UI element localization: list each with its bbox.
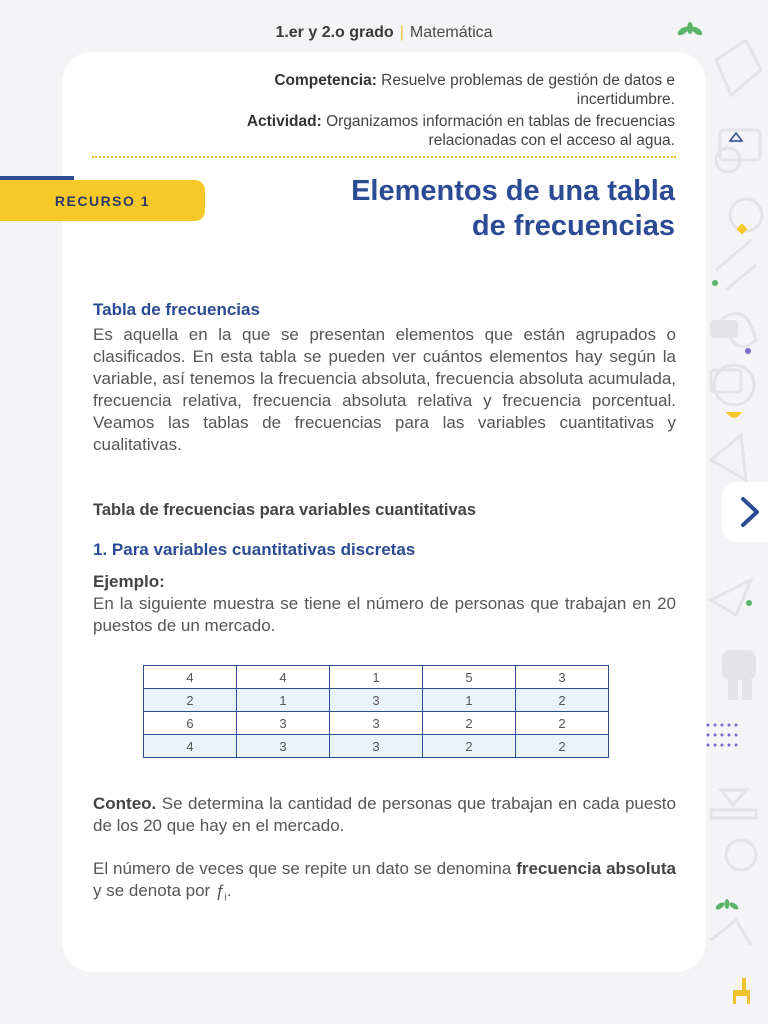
conteo-label: Conteo. xyxy=(93,794,157,813)
chevron-right-icon xyxy=(737,495,763,529)
competencia xyxy=(195,71,675,109)
table-cell: 2 xyxy=(144,689,237,712)
table-cell: 3 xyxy=(237,712,330,735)
table-row xyxy=(144,689,609,712)
llama-icon xyxy=(726,976,754,1006)
page-title xyxy=(275,174,675,244)
conteo-paragraph xyxy=(93,793,676,837)
section-title: Tabla de frecuencias xyxy=(93,300,260,319)
frequency-symbol-sub: i xyxy=(224,891,227,904)
table-cell: 4 xyxy=(144,666,237,689)
table-cell: 4 xyxy=(237,666,330,689)
competencia-label: Competencia: xyxy=(274,72,377,89)
grade-label: 1.er y 2.o grado xyxy=(275,24,394,41)
definition-end: . xyxy=(226,881,232,900)
frequency-symbol: ƒ xyxy=(214,881,225,900)
section-body: Es aquella en la que se presentan elementos que están agrupados o clasificados. En esta tabla se pueden ver cuántos elementos hay según la variable, así tenemos la frecuencia absoluta, frecuencia absoluta acumulada, frecuencia relativa, frecuencia absoluta relativa y frecuencia porcentual. Veamos las tablas de frecuencias para las variables cuantitativas y cualitativas. xyxy=(93,325,676,454)
table-cell: 3 xyxy=(330,689,423,712)
table-cell: 2 xyxy=(516,735,609,758)
page-title-line2: de frecuencias xyxy=(471,210,675,242)
page-header xyxy=(0,24,768,42)
table-cell: 3 xyxy=(516,666,609,689)
table-row xyxy=(144,666,609,689)
definition-bold: frecuencia absoluta xyxy=(516,859,677,878)
page-title-line1: Elementos de una tabla xyxy=(351,175,675,207)
table-cell: 6 xyxy=(144,712,237,735)
example-text: En la siguiente muestra se tiene el número de personas que trabajan en 20 puestos de un mercado. xyxy=(93,594,676,635)
next-page-button[interactable] xyxy=(722,482,768,542)
conteo-text: Se determina la cantidad de personas que trabajan en cada puesto de los 20 que hay en el mercado. xyxy=(93,794,676,835)
table-cell: 1 xyxy=(423,689,516,712)
actividad xyxy=(195,112,675,150)
dotted-divider xyxy=(92,156,676,158)
table-cell: 2 xyxy=(516,689,609,712)
actividad-text: Organizamos información en tablas de frecuencias relacionadas con el acceso al agua. xyxy=(326,113,675,149)
example-label: Ejemplo: xyxy=(93,572,165,591)
definition-paragraph xyxy=(93,858,676,908)
sample-data-table xyxy=(143,665,609,758)
resource-tab: RECURSO 1 xyxy=(0,180,205,221)
definition-text-before: El número de veces que se repite un dato se denomina xyxy=(93,859,512,878)
competencia-text: Resuelve problemas de gestión de datos e incertidumbre. xyxy=(381,72,675,108)
table-cell: 3 xyxy=(237,735,330,758)
table-row xyxy=(144,735,609,758)
table-cell: 5 xyxy=(423,666,516,689)
table-cell: 2 xyxy=(516,712,609,735)
subject-label: Matemática xyxy=(409,24,493,41)
subsection-subtitle: 1. Para variables cuantitativas discretas xyxy=(93,540,416,559)
table-cell: 1 xyxy=(330,666,423,689)
leaf-icon xyxy=(676,22,704,38)
table-cell: 2 xyxy=(423,735,516,758)
header-separator: | xyxy=(399,24,404,41)
table-cell: 1 xyxy=(237,689,330,712)
table-cell: 2 xyxy=(423,712,516,735)
table-cell: 3 xyxy=(330,735,423,758)
table-cell: 3 xyxy=(330,712,423,735)
subsection-title: Tabla de frecuencias para variables cuantitativas xyxy=(93,501,477,519)
definition-text-after: y se denota por xyxy=(93,881,211,900)
table-row xyxy=(144,712,609,735)
actividad-label: Actividad: xyxy=(246,113,322,130)
example xyxy=(93,571,676,637)
table-cell: 4 xyxy=(144,735,237,758)
